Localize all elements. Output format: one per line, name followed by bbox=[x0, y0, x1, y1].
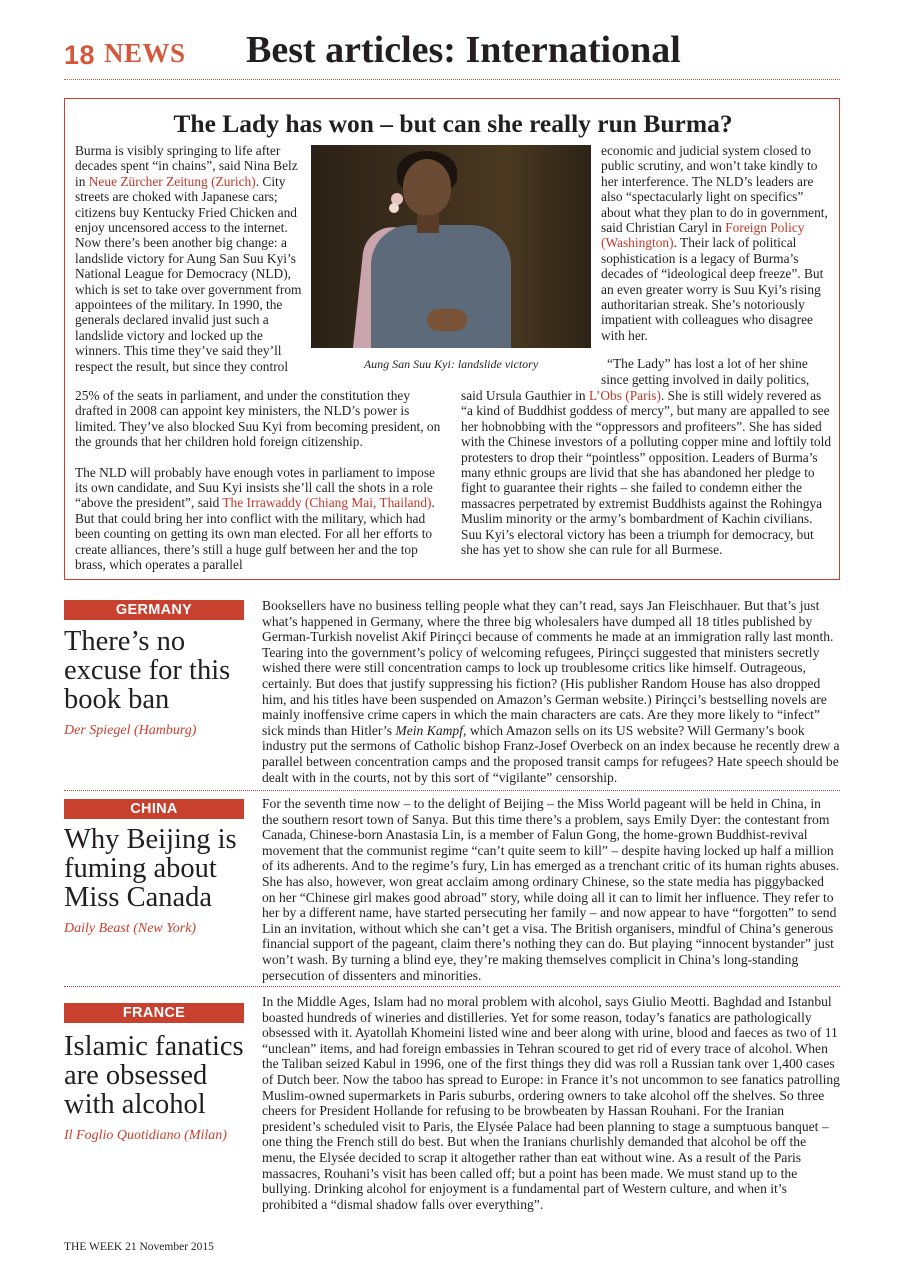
source-link-foreign-policy[interactable]: Foreign Policy (Washington) bbox=[601, 220, 805, 251]
story-body-germany: Booksellers have no business telling people what they can’t read, says Jan Fleischhauer. But that’s just what’s happened in Germany, where the three big wholesalers have dumped all 18 titles published by German-Turkish novelist Akif Pirinçci because of comments he made at an immigration rally last month. Tearing into the government’s policy of welcoming refugees, Pirinçci suggested that ministers secretly wished there were still concentration camps to lock up troublesome critics like himself. Outrageous, certainly. But does that justify suppressing his fiction? (His publisher Random House has also dropped him, and his titles have been suspended on Amazon’s German website.) Pirinçci’s bestselling novels are mainly inoffensive crime capers in which the main characters are cats. Are they more likely to “infect” sick minds than Hitler’s Mein Kampf, which Amazon sells on its US website? Will Germany’s book industry put the sermons of Catholic bishop Franz-Josef Overbeck on an index because he recently drew a parallel between concentration camps and the proposed transit camps for refugees? Hate speech should be dealt with in the courts, not by this sort of “vigilante” censorship. bbox=[262, 598, 840, 785]
country-tag-china: CHINA bbox=[64, 799, 244, 819]
source-link-irrawaddy[interactable]: The Irrawaddy (Chiang Mai, Thailand) bbox=[222, 495, 432, 511]
story-source-france: Il Foglio Quotidiano (Milan) bbox=[64, 1128, 227, 1143]
story-divider bbox=[64, 986, 840, 987]
source-link-nzz[interactable]: Neue Zürcher Zeitung (Zurich) bbox=[88, 173, 256, 189]
photo-caption: Aung San Suu Kyi: landslide victory bbox=[363, 357, 539, 371]
lead-story bbox=[64, 98, 840, 580]
story-source-germany: Der Spiegel (Hamburg) bbox=[64, 723, 197, 738]
page-footer: THE WEEK 21 November 2015 bbox=[64, 1241, 214, 1253]
header-divider bbox=[64, 79, 840, 80]
lead-headline: The Lady has won – but can she really run Burma? bbox=[173, 109, 733, 138]
story-divider bbox=[64, 790, 840, 791]
lead-column-2-top: economic and judicial system closed to public scrutiny, and won’t take kindly to her interference. The NLD’s leaders are also “spectacularly light on specifics” about what they plan to do in government, said Christian Caryl in Foreign Policy (Washington). Their lack of political sophistication is a legacy of Burma’s decades of “ideological deep freeze”. But an even greater worry is Suu Kyi’s rising authoritarian streak. She’s notoriously impatient with colleagues who disagree with her. “The Lady” has lost a lot of her shine since getting involved in daily politics, bbox=[601, 143, 828, 387]
country-tag-germany: GERMANY bbox=[64, 600, 244, 620]
story-source-china: Daily Beast (New York) bbox=[64, 921, 197, 936]
story-headline-china: Why Beijing is fuming about Miss Canada bbox=[64, 824, 237, 913]
lead-column-1-bottom: 25% of the seats in parliament, and under the constitution they drafted in 2008 can appoint key ministers, the NLD’s power is limited. They’ve also blocked Suu Kyi from becoming president, on the grounds that her children hold foreign citizenship. The NLD will probably have enough votes in parliament to impose its own candidate, and Suu Kyi insists she’ll call the shots in a role “above the president”, said The Irrawaddy (Chiang Mai, Thailand). But that could bring her into conflict with the military, which had been counting on getting its own man elected. For all her efforts to create alliances, there’s still a huge gulf between her and the top brass, which operates a parallel bbox=[75, 388, 441, 573]
country-tag-france: FRANCE bbox=[64, 1003, 244, 1023]
source-link-lobs[interactable]: L’Obs (Paris) bbox=[588, 388, 661, 403]
story-body-france: In the Middle Ages, Islam had no moral problem with alcohol, says Giulio Meotti. Baghdad and Istanbul boasted hundreds of wineries and distilleries. Yet for some reason, today’s fanatics are pathologically obsessed with it. Ayatollah Khomeini listed wine and beer along with urine, blood and faeces as two of 11 “unclean” items, and had foreign embassies in Tehran scoured to get rid of every trace of alcohol. When the Taliban seized Kabul in 1996, one of the first things they did was roll a Russian tank over 1,400 cases of Dutch beer. Now the taboo has spread to Europe: in France it’s not uncommon to see fanatics patrolling Muslim-owned supermarkets in Paris suburbs, ordering owners to take alcohol off the shelves. So three cheers for President Hollande for refusing to be browbeaten by Hassan Rouhani. For the Iranian president’s scheduled visit to Paris, the Elysée Palace had been planning to stage a sumptuous banquet – one thing the French still do best. But when the Iranians churlishly demanded that alcohol be off the menu, the Elysée decided to scrap it altogether rather than eat without wine. As a result of the Paris massacres, Rouhani’s visit has been called off; but a point has been made. We must stand up to the bullying. Drinking alcohol for enjoyment is a fundamental part of Western culture, and when it’s prohibited a “dismal shadow falls over everything”. bbox=[262, 994, 840, 1212]
lead-column-2-bottom: said Ursula Gauthier in L’Obs (Paris). She is still widely revered as “a kind of Buddhist goddess of mercy”, but many are appalled to see her hobnobbing with the “oppressors and profiteers”. She has sided with the Chinese investors of a polluting copper mine and loftily told protesters to drop their “pointless” opposition. Leaders of Burma’s many ethnic groups are livid that she has abandoned her pledge to fight to guarantee their rights – she failed to condemn either the massacres perpetrated by extremist Buddhists against the Rohingya Muslim minority or the army’s bombardment of Kachin civilians. Suu Kyi’s electoral victory has been a triumph for democracy, but she has yet to show she can rule for all Burmese. bbox=[461, 388, 832, 558]
photo-aung-san-suu-kyi bbox=[311, 145, 591, 348]
story-headline-france: Islamic fanatics are obsessed with alcohol bbox=[64, 1031, 244, 1120]
section-label: NEWS bbox=[104, 38, 186, 68]
page-header bbox=[64, 28, 840, 80]
page-title: Best articles: International bbox=[246, 29, 681, 71]
page-number: 18 bbox=[64, 40, 96, 70]
story-headline-germany: There’s no excuse for this book ban bbox=[64, 626, 231, 715]
lead-column-1-top: Burma is visibly springing to life after decades spent “in chains”, said Nina Belz in Neue Zürcher Zeitung (Zurich). City streets are choked with Japanese cars; citizens buy Kentucky Fried Chicken and enjoy uncensored access to the internet. Now there’s been another big change: a landslide victory for Aung San Suu Kyi’s National League for Democracy (NLD), which is set to take over government from appointees of the military. In 1990, the generals declared invalid just such a landslide victory and locked up the winners. This time they’ve said they’ll respect the result, but since they control bbox=[75, 143, 302, 374]
story-body-china: For the seventh time now – to the delight of Beijing – the Miss World pageant will be held in China, in the southern resort town of Sanya. But this time there’s a problem, says Emily Dyer: the contestant from Canada, Chinese-born Anastasia Lin, is a member of Falun Gong, the home-grown Buddhist-revival movement that the communist regime “can’t quite seem to kill” – despite having locked up half a million of its adherents. And to the regime’s fury, Lin has emerged as a trenchant critic of its human rights abuses. She has also, however, won great acclaim among ordinary Chinese, so the state media has piggybacked on her “Chinese girl makes good abroad” story, while doing all it can to limit her influence. They refer to her by a different name, have started persecuting her family – and now appear to have “forgotten” to send Lin an invitation, without which she can’t get a visa. The British organisers, mindful of China’s generous financial support of the pageant, claim there’s nothing they can do. But playing “innocent bystander” just won’t wash. By turning a blind eye, they’re making themselves complicit in China’s long-standing persecution of dissenters and minorities. bbox=[262, 796, 840, 983]
